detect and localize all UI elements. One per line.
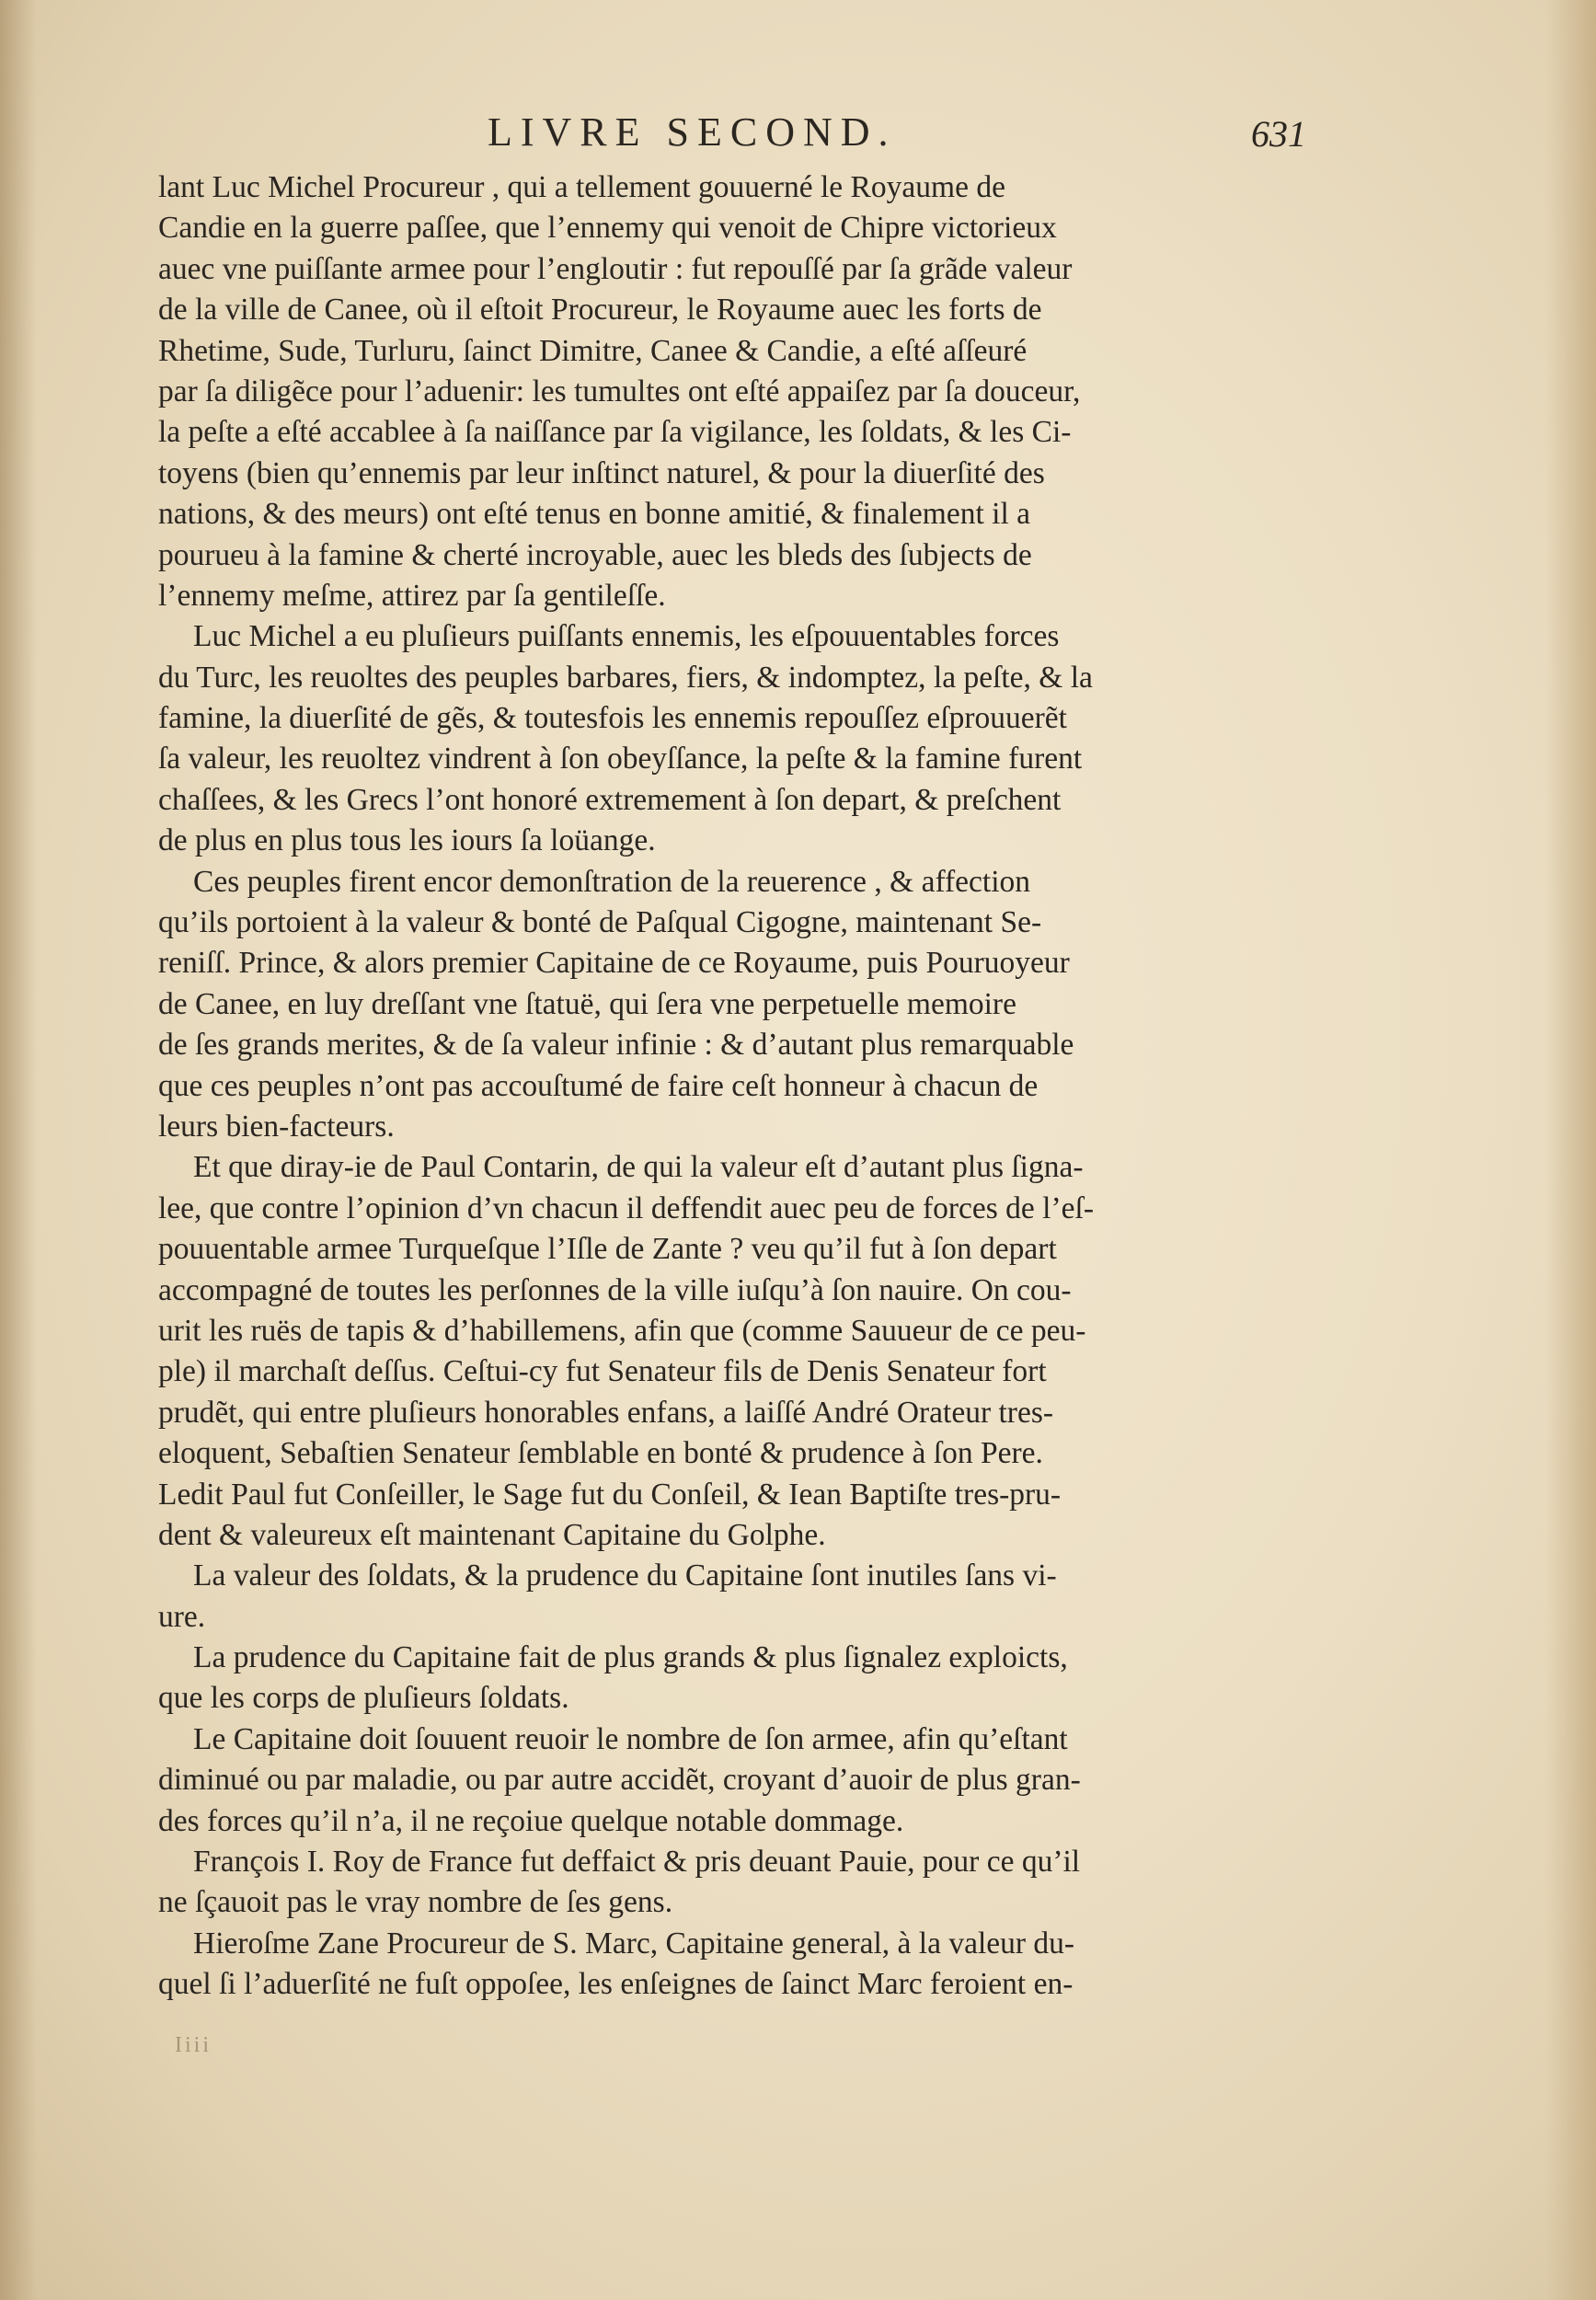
gutter-shadow — [0, 0, 37, 2300]
signature-mark: Iiii — [175, 2033, 212, 2057]
text-line: prudẽt, qui entre pluſieurs honorables enfans, a laiſſé André Orateur tres- — [158, 1395, 1054, 1430]
paragraph-start: Luc Michel a eu pluſieurs puiſſants ennemis, les eſpouuentables forces — [193, 619, 1060, 654]
text-line: lee, que contre l’opinion d’vn chacun il deffendit auec peu de forces de l’eſ- — [158, 1190, 1094, 1225]
text-line: eloquent, Sebaſtien Senateur ſemblable en bonté & prudence à ſon Pere. — [158, 1436, 1043, 1471]
text-line: leurs bien-facteurs. — [158, 1109, 395, 1144]
page-number: 631 — [1251, 113, 1306, 155]
paragraph-start: La valeur des ſoldats, & la prudence du Capitaine ſont inutiles ſans vi- — [193, 1558, 1057, 1593]
text-line: ne ſçauoit pas le vray nombre de ſes gens. — [158, 1885, 673, 1920]
text-line: Ledit Paul fut Conſeiller, le Sage fut du Conſeil, & Iean Baptiſte tres-pru- — [158, 1477, 1062, 1512]
text-line: toyens (bien qu’ennemis par leur inſtinct naturel, & pour la diuerſité des — [158, 455, 1045, 490]
text-line: de ſes grands merites, & de ſa valeur infinie : & d’autant plus remarquable — [158, 1028, 1074, 1063]
paragraph-start: La prudence du Capitaine fait de plus grands & plus ſignalez exploicts, — [193, 1640, 1068, 1675]
text-line: auec vne puiſſante armee pour l’engloutir : fut repouſſé par ſa grãde valeur — [158, 251, 1073, 286]
text-line: la peſte a eſté accablee à ſa naiſſance par ſa vigilance, les ſoldats, & les Ci- — [158, 415, 1072, 450]
text-line: pouuentable armee Turqueſque l’Iſle de Zante ? veu qu’il fut à ſon depart — [158, 1232, 1057, 1267]
text-line: que ces peuples n’ont pas accouſtumé de faire ceſt honneur à chacun de — [158, 1068, 1039, 1103]
text-line: ure. — [158, 1599, 206, 1634]
text-line: que les corps de pluſieurs ſoldats. — [158, 1681, 569, 1716]
text-line: quel ſi l’aduerſité ne fuſt oppoſee, les enſeignes de ſainct Marc feroient en- — [158, 1967, 1074, 2002]
running-head: LIVRE SECOND. — [488, 109, 897, 155]
page-edge — [1545, 0, 1596, 2300]
text-line: accompagné de toutes les perſonnes de la ville iuſqu’à ſon nauire. On cou- — [158, 1272, 1072, 1307]
paragraph-start: Le Capitaine doit ſouuent reuoir le nombre de ſon armee, afin qu’eſtant — [193, 1721, 1068, 1756]
text-line: pourueu à la famine & cherté incroyable, auec les bleds des ſubjects de — [158, 537, 1032, 572]
text-line: des forces qu’il n’a, il ne reçoiue quelque notable dommage. — [158, 1803, 904, 1838]
text-line: qu’ils portoient à la valeur & bonté de Paſqual Cigogne, maintenant Se- — [158, 905, 1042, 940]
text-line: de la ville de Canee, où il eſtoit Procureur, le Royaume auec les forts de — [158, 293, 1042, 328]
paragraph-start: Et que diray-ie de Paul Contarin, de qui la valeur eſt d’autant plus ſigna- — [193, 1150, 1084, 1185]
text-line: du Turc, les reuoltes des peuples barbares, fiers, & indomptez, la peſte, & la — [158, 660, 1093, 695]
paragraph-start: François I. Roy de France fut deffaict & pris deuant Pauie, pour ce qu’il — [193, 1845, 1081, 1880]
body-text — [158, 167, 1282, 2006]
text-line: diminué ou par maladie, ou par autre accidẽt, croyant d’auoir de plus gran- — [158, 1763, 1081, 1798]
paragraph-start: Hieroſme Zane Procureur de S. Marc, Capitaine general, à la valeur du- — [193, 1926, 1075, 1961]
text-line: Candie en la guerre paſſee, que l’ennemy qui venoit de Chipre victorieux — [158, 211, 1057, 246]
text-line: dent & valeureux eſt maintenant Capitaine du Golphe. — [158, 1517, 826, 1552]
text-line: nations, & des meurs) ont eſté tenus en bonne amitié, & finalement il a — [158, 497, 1030, 532]
text-line: famine, la diuerſité de gẽs, & toutesfois les ennemis repouſſez eſprouuerẽt — [158, 701, 1067, 736]
text-line: ſa valeur, les reuoltez vindrent à ſon obeyſſance, la peſte & la famine furent — [158, 742, 1083, 776]
text-line: l’ennemy meſme, attirez par ſa gentileſſe. — [158, 578, 666, 613]
text-line: chaſſees, & les Grecs l’ont honoré extremement à ſon depart, & preſchent — [158, 782, 1062, 817]
paragraph-start: Ces peuples firent encor demonſtration de la reuerence , & affection — [193, 864, 1031, 899]
text-line: de Canee, en luy dreſſant vne ſtatuë, qui ſera vne perpetuelle memoire — [158, 986, 1016, 1021]
text-line: Rhetime, Sude, Turluru, ſainct Dimitre, Canee & Candie, a eſté aſſeuré — [158, 333, 1028, 368]
text-line: de plus en plus tous les iours ſa loüange. — [158, 823, 656, 858]
page-header — [156, 109, 1306, 164]
text-line: lant Luc Michel Procureur , qui a tellement gouuerné le Royaume de — [158, 170, 1005, 204]
text-line: reniſſ. Prince, & alors premier Capitaine de ce Royaume, puis Pouruoyeur — [158, 946, 1070, 981]
text-line: ple) il marchaſt deſſus. Ceſtui-cy fut Senateur fils de Denis Senateur fort — [158, 1354, 1047, 1389]
text-line: par ſa diligẽce pour l’aduenir: les tumultes ont eſté appaiſez par ſa douceur, — [158, 374, 1081, 408]
text-line: urit les ruës de tapis & d’habillemens, afin que (comme Sauueur de ce peu- — [158, 1313, 1086, 1348]
